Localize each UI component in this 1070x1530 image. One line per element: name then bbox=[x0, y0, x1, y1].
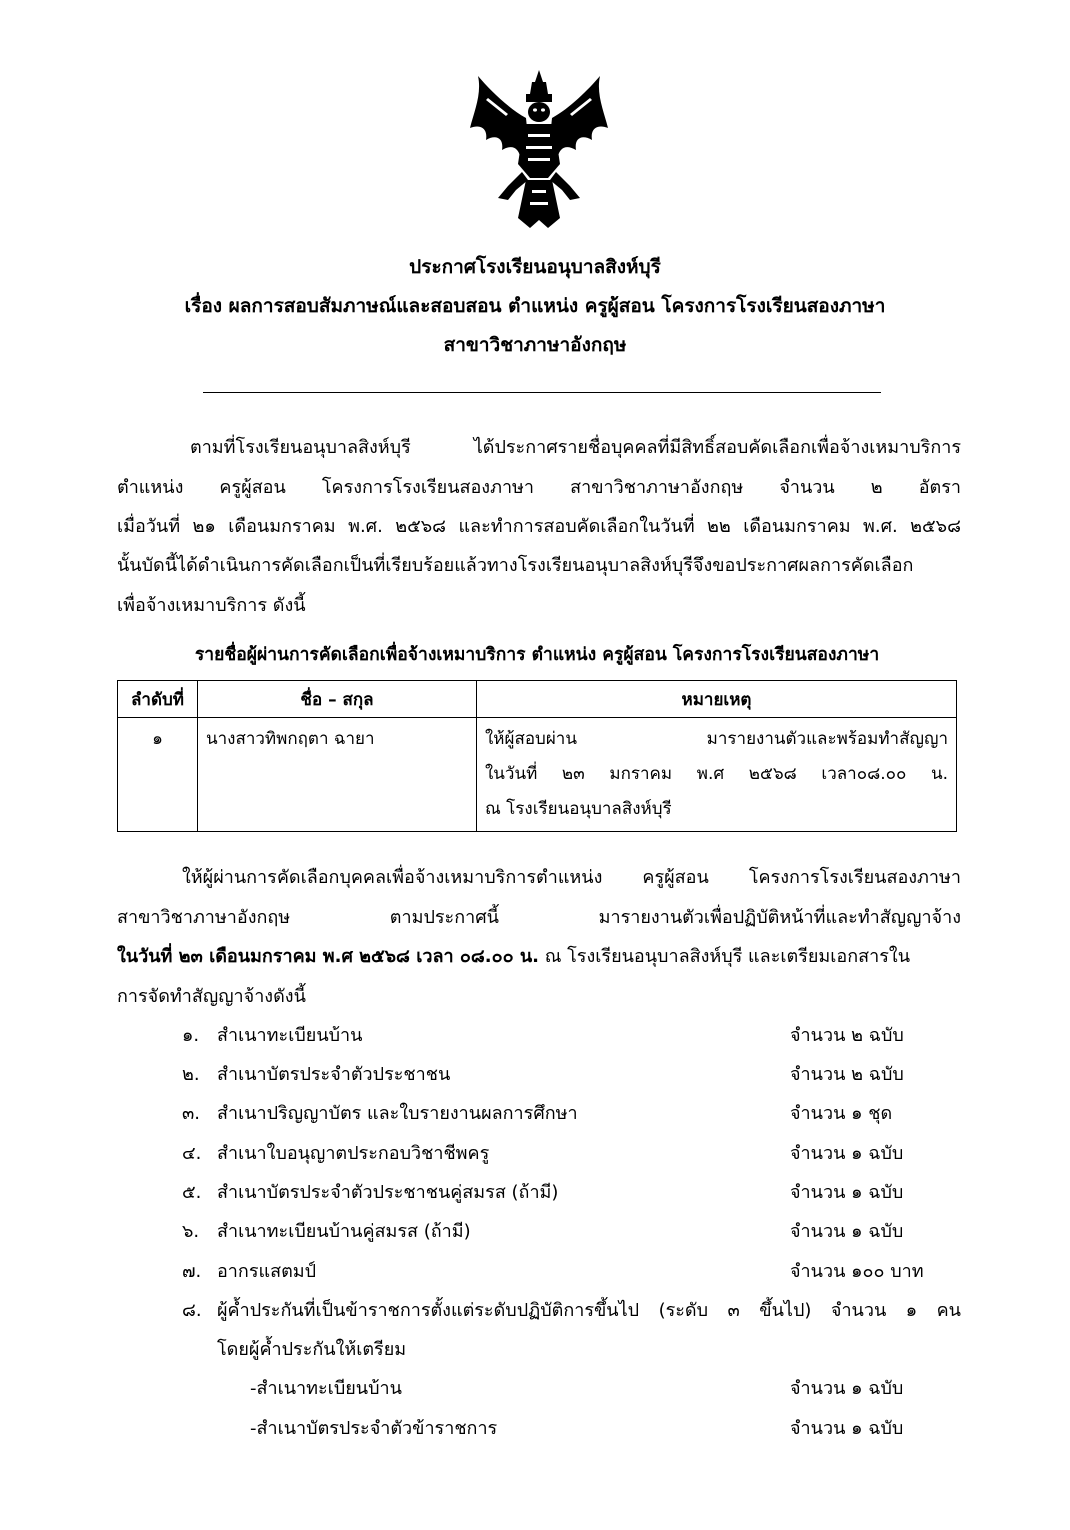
item-amount: จำนวน ๑ ชุด bbox=[790, 1103, 893, 1124]
item-amount: จำนวน ๑ ฉบับ bbox=[790, 1143, 904, 1164]
announcement-subject: เรื่อง ผลการสอบสัมภาษณ์และสอบสอน ตำแหน่ง ครูผู้สอน โครงการโรงเรียนสองภาษา bbox=[184, 295, 886, 317]
table-row bbox=[118, 718, 957, 832]
guarantor-item bbox=[0, 1295, 1070, 1325]
guarantor-subheading bbox=[0, 1334, 1070, 1364]
item-number: ๑. bbox=[182, 1025, 200, 1046]
item-amount: จำนวน ๑๐๐ บาท bbox=[790, 1261, 924, 1282]
list-item bbox=[0, 1098, 1070, 1128]
item-text: -สำเนาทะเบียนบ้าน bbox=[250, 1378, 402, 1399]
remark-line-2: ในวันที่ ๒๓ มกราคม พ.ศ ๒๕๖๘ เวลา๐๘.๐๐ น. bbox=[485, 764, 948, 784]
item-number: ๘. bbox=[182, 1300, 202, 1321]
table-caption: รายชื่อผู้ผ่านการคัดเลือกเพื่อจ้างเหมาบริการ ตำแหน่ง ครูผู้สอน โครงการโรงเรียนสองภาษา bbox=[194, 645, 880, 665]
header-divider bbox=[203, 392, 881, 393]
item-number: ๓. bbox=[182, 1103, 201, 1124]
body-line-4: การจัดทำสัญญาจ้างดังนี้ bbox=[117, 986, 306, 1007]
list-item bbox=[0, 1177, 1070, 1207]
row-order: ๑ bbox=[118, 718, 198, 832]
guarantor-text-2: โดยผู้ค้ำประกันให้เตรียม bbox=[217, 1339, 407, 1360]
list-item bbox=[0, 1059, 1070, 1089]
list-item bbox=[0, 1216, 1070, 1246]
item-text: -สำเนาบัตรประจำตัวข้าราชการ bbox=[250, 1418, 498, 1439]
body-line-3 bbox=[117, 941, 961, 970]
item-number: ๔. bbox=[182, 1143, 202, 1164]
item-amount: จำนวน ๒ ฉบับ bbox=[790, 1025, 904, 1046]
list-item bbox=[0, 1373, 1070, 1403]
report-location: ณ โรงเรียนอนุบาลสิงห์บุรี และเตรียมเอกสารใน bbox=[544, 946, 910, 967]
report-date-time: ในวันที่ ๒๓ เดือนมกราคม พ.ศ ๒๕๖๘ เวลา ๐๘.๐๐ น. bbox=[117, 946, 539, 967]
guarantor-text: ผู้ค้ำประกันที่เป็นข้าราชการตั้งแต่ระดับปฏิบัติการขึ้นไป (ระดับ ๓ ขึ้นไป) จำนวน ๑ คน bbox=[217, 1300, 961, 1321]
item-text: สำเนาทะเบียนบ้านคู่สมรส (ถ้ามี) bbox=[217, 1221, 471, 1242]
row-remark bbox=[477, 718, 957, 832]
header-order: ลำดับที่ bbox=[118, 681, 198, 718]
remark-line-1: ให้ผู้สอบผ่าน มารายงานตัวและพร้อมทำสัญญา bbox=[485, 729, 948, 749]
table-header-row bbox=[118, 681, 957, 718]
remark-line-3: ณ โรงเรียนอนุบาลสิงห์บุรี bbox=[485, 799, 672, 819]
item-text: สำเนาทะเบียนบ้าน bbox=[217, 1025, 363, 1046]
item-amount: จำนวน ๑ ฉบับ bbox=[790, 1418, 904, 1439]
item-text: สำเนาปริญญาบัตร และใบรายงานผลการศึกษา bbox=[217, 1103, 578, 1124]
item-text: สำเนาใบอนุญาตประกอบวิชาชีพครู bbox=[217, 1143, 490, 1164]
item-number: ๖. bbox=[182, 1221, 200, 1242]
row-name: นางสาวทิพกฤตา ฉายา bbox=[198, 718, 477, 832]
list-item bbox=[0, 1020, 1070, 1050]
intro-line-4: นั้นบัดนี้ได้ดำเนินการคัดเลือกเป็นที่เรียบร้อยแล้วทางโรงเรียนอนุบาลสิงห์บุรีจึงขอประกาศผลการคัดเลือก bbox=[117, 555, 914, 576]
intro-line-3: เมื่อวันที่ ๒๑ เดือนมกราคม พ.ศ. ๒๕๖๘ และทำการสอบคัดเลือกในวันที่ ๒๒ เดือนมกราคม พ.ศ. ๒๕๖๘ bbox=[117, 516, 961, 537]
body-line-2: สาขาวิชาภาษาอังกฤษ ตามประกาศนี้ มารายงานตัวเพื่อปฏิบัติหน้าที่และทำสัญญาจ้าง bbox=[117, 907, 961, 928]
item-number: ๗. bbox=[182, 1261, 202, 1282]
intro-line-1: ตามที่โรงเรียนอนุบาลสิงห์บุรี ได้ประกาศรายชื่อบุคคลที่มีสิทธิ์สอบคัดเลือกเพื่อจ้างเหมาบริการ bbox=[190, 437, 961, 458]
list-item bbox=[0, 1138, 1070, 1168]
item-text: อากรแสตมป์ bbox=[217, 1261, 317, 1282]
item-amount: จำนวน ๑ ฉบับ bbox=[790, 1378, 904, 1399]
item-amount: จำนวน ๑ ฉบับ bbox=[790, 1221, 904, 1242]
header-remark: หมายเหตุ bbox=[477, 681, 957, 718]
announcement-subject-field: สาขาวิชาภาษาอังกฤษ bbox=[443, 334, 627, 356]
item-number: ๕. bbox=[182, 1182, 202, 1203]
item-text: สำเนาบัตรประจำตัวประชาชน bbox=[217, 1064, 451, 1085]
item-amount: จำนวน ๑ ฉบับ bbox=[790, 1182, 904, 1203]
garuda-emblem-icon bbox=[468, 68, 610, 230]
list-item bbox=[0, 1256, 1070, 1286]
item-text: สำเนาบัตรประจำตัวประชาชนคู่สมรส (ถ้ามี) bbox=[217, 1182, 559, 1203]
body-line-1: ให้ผู้ผ่านการคัดเลือกบุคคลเพื่อจ้างเหมาบริการตำแหน่ง ครูผู้สอน โครงการโรงเรียนสองภาษา bbox=[182, 867, 961, 888]
results-table bbox=[117, 680, 957, 832]
announcement-title: ประกาศโรงเรียนอนุบาลสิงห์บุรี bbox=[409, 256, 661, 278]
intro-line-5: เพื่อจ้างเหมาบริการ ดังนี้ bbox=[117, 595, 306, 616]
item-number: ๒. bbox=[182, 1064, 200, 1085]
header-name: ชื่อ – สกุล bbox=[198, 681, 477, 718]
intro-line-2: ตำแหน่ง ครูผู้สอน โครงการโรงเรียนสองภาษา สาขาวิชาภาษาอังกฤษ จำนวน ๒ อัตรา bbox=[117, 477, 961, 498]
item-amount: จำนวน ๒ ฉบับ bbox=[790, 1064, 904, 1085]
list-item bbox=[0, 1413, 1070, 1443]
